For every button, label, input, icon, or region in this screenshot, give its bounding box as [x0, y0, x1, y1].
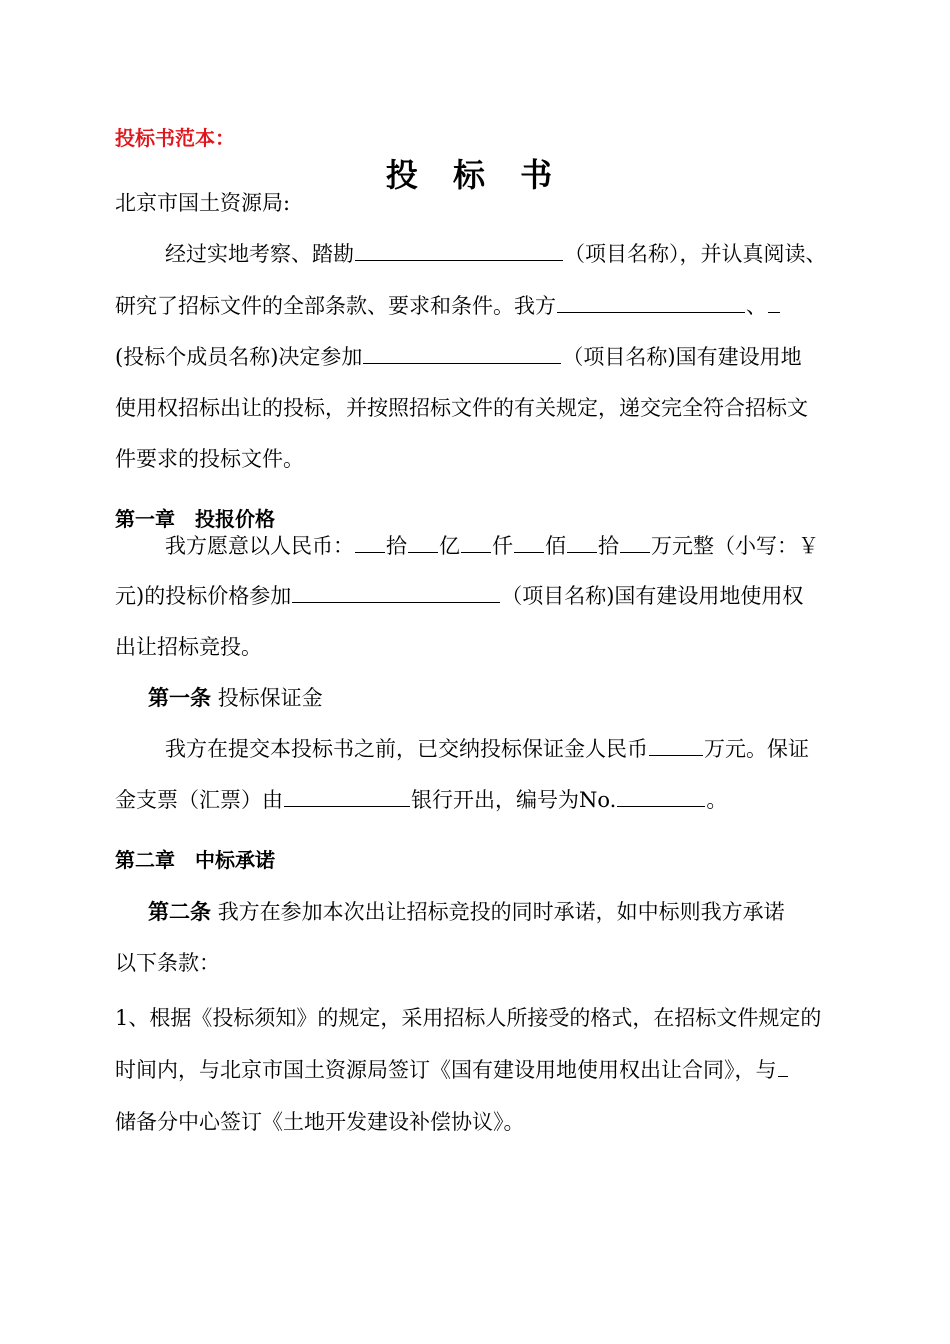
deposit-amount-blank [649, 735, 703, 756]
amount-blank [461, 532, 491, 553]
chapter-1-heading: 第一章 投报价格 [115, 507, 275, 531]
intro-text: 经过实地考察、踏勘 [165, 242, 354, 266]
intro-line-1 [165, 240, 837, 268]
center-name-blank [778, 1056, 788, 1077]
price-text: 元)的投标价格参加 [115, 584, 292, 608]
item-1-line-1: 1、根据《投标须知》的规定，采用招标人所接受的格式，在招标文件规定的 [115, 1006, 822, 1030]
addressee: 北京市国土资源局: [115, 191, 291, 215]
article-label: 第二条 [148, 900, 211, 924]
project-name-blank [292, 582, 500, 603]
project-name-blank [355, 240, 563, 261]
intro-text: （项目名称），并认真阅读、 [564, 242, 827, 266]
unit-text: 亿 [439, 534, 460, 558]
member-name-blank [768, 292, 780, 313]
price-line-1 [165, 532, 837, 560]
item-text: 时间内，与北京市国土资源局签订《国有建设用地使用权出让合同》，与 [115, 1058, 777, 1082]
amount-blank [408, 532, 438, 553]
project-name-blank [363, 343, 561, 364]
intro-line-5: 件要求的投标文件。 [115, 447, 304, 471]
intro-text: 、 [746, 294, 767, 318]
chapter-2-heading: 第二章 中标承诺 [115, 848, 275, 872]
bidder-name-blank [557, 292, 745, 313]
intro-line-3 [115, 343, 837, 371]
article-1-heading [148, 684, 837, 712]
document-title: 投 标 书 [385, 156, 565, 194]
price-text: （项目名称)国有建设用地使用权 [501, 584, 804, 608]
intro-line-2 [115, 292, 837, 320]
bank-blank [284, 786, 410, 807]
intro-text: 研究了招标文件的全部条款、要求和条件。我方 [115, 294, 556, 318]
amount-blank [620, 532, 650, 553]
deposit-text: 金支票（汇票）由 [115, 788, 283, 812]
price-line-3: 出让招标竞投。 [115, 635, 262, 659]
number-blank [617, 786, 705, 807]
article-2-line-2: 以下条款： [115, 951, 220, 975]
unit-text: 佰 [545, 534, 566, 558]
deposit-line-1 [165, 735, 837, 763]
intro-text: （项目名称)国有建设用地 [562, 345, 802, 369]
intro-text: (投标个成员名称)决定参加 [115, 345, 363, 369]
price-text: 我方愿意以人民币： [165, 534, 354, 558]
item-1-line-3: 储备分中心签订《土地开发建设补偿协议》。 [115, 1110, 525, 1134]
price-line-2 [115, 582, 837, 610]
unit-text: 仟 [492, 534, 513, 558]
deposit-text: 。 [706, 788, 728, 812]
deposit-text: 万元。保证 [704, 737, 809, 761]
amount-blank [355, 532, 385, 553]
deposit-line-2 [115, 786, 837, 814]
article-title: 投标保证金 [217, 686, 323, 710]
unit-text: 万元整（小写：￥ [651, 534, 819, 558]
amount-blank [514, 532, 544, 553]
article-label: 第一条 [148, 686, 211, 710]
article-text: 我方在参加本次出让招标竞投的同时承诺，如中标则我方承诺 [217, 900, 785, 924]
unit-text: 拾 [598, 534, 619, 558]
intro-line-4: 使用权招标出让的投标，并按照招标文件的有关规定，递交完全符合招标文 [115, 396, 808, 420]
unit-text: 拾 [386, 534, 407, 558]
template-label: 投标书范本： [115, 126, 235, 150]
deposit-text: 我方在提交本投标书之前，已交纳投标保证金人民币 [165, 737, 648, 761]
article-2-line-1 [148, 898, 837, 926]
item-1-line-2 [115, 1056, 837, 1084]
deposit-text: 银行开出，编号为No. [411, 788, 617, 812]
amount-blank [567, 532, 597, 553]
